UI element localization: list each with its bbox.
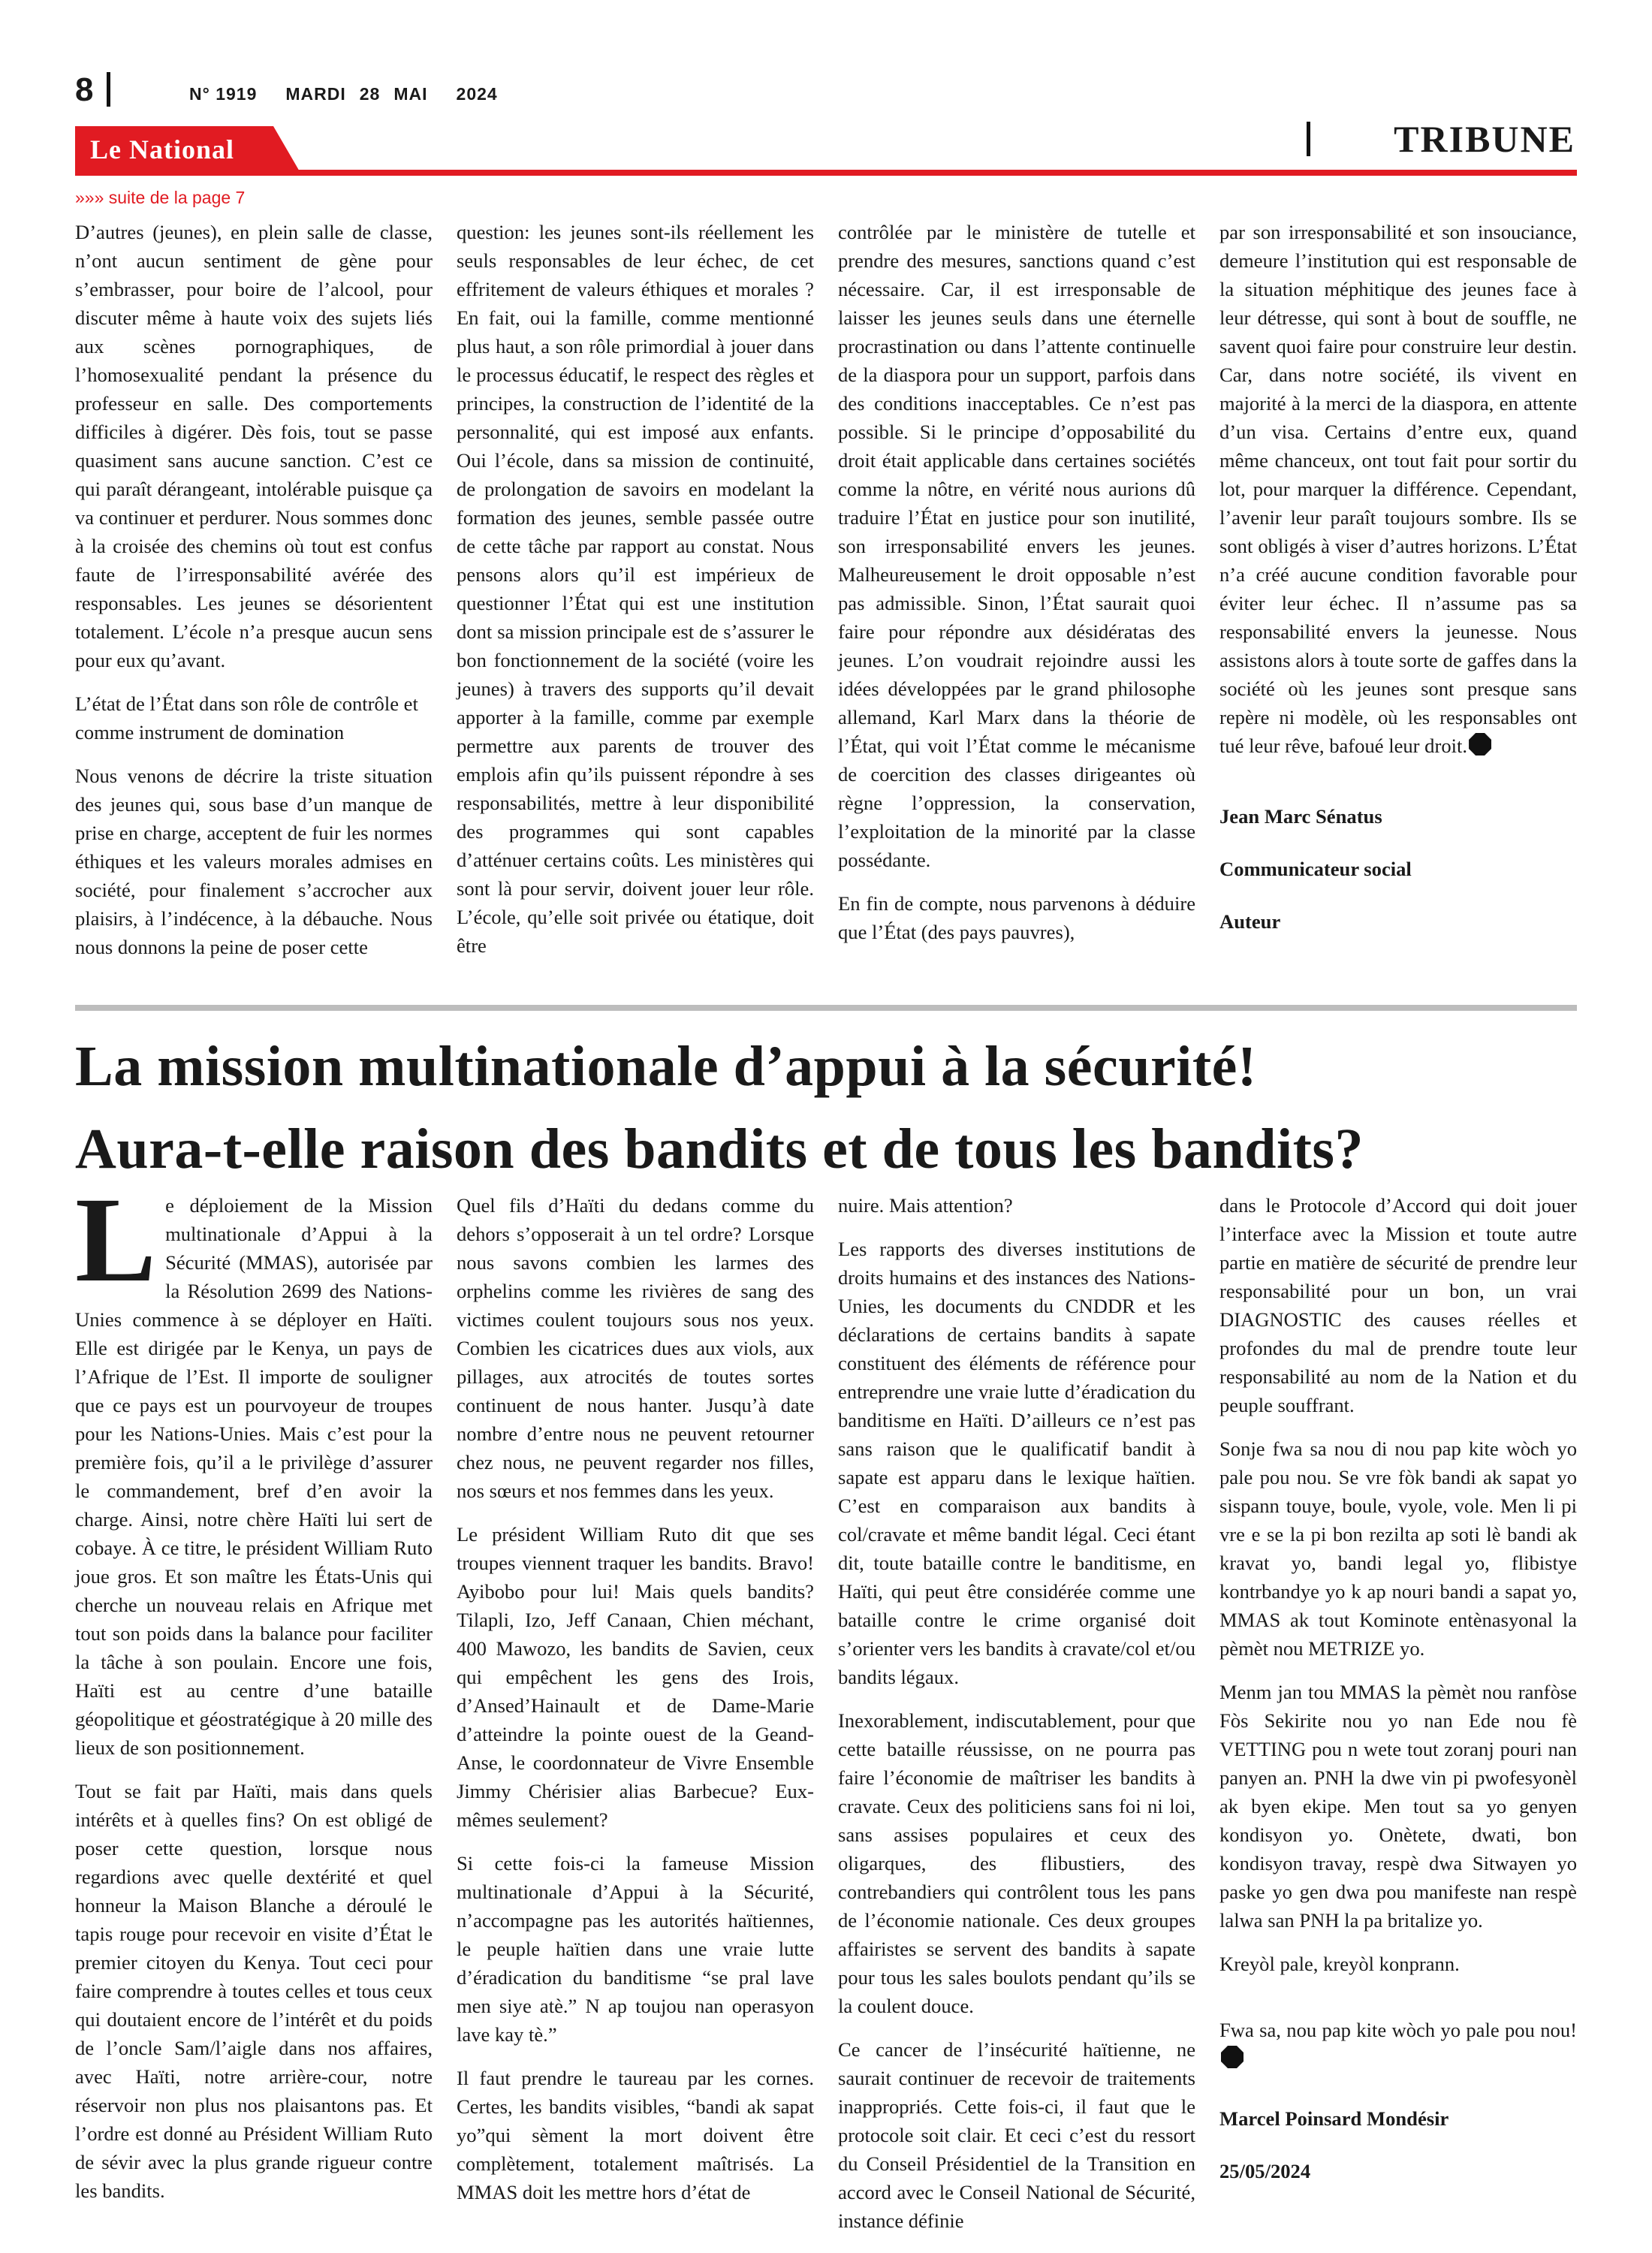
paragraph: Il faut prendre le taureau par les cornes. Certes, les bandits visibles, “bandi ak sapat yo”qui sèment la mort doivent être complètement, totalement maîtrisés. La MMAS doit les mettre hors d’état de [457,2067,814,2203]
author-role: Auteur [1219,910,1281,933]
issue-info [189,84,526,104]
section-divider [1307,122,1310,156]
author-name: Jean Marc Sénatus [1219,805,1382,828]
section-title: TRIBUNE [1394,118,1575,160]
issue-month: MAI [393,84,428,104]
article1-column-1 [75,218,433,976]
article1-column-4 [1219,218,1577,955]
page-number: 8 [75,71,94,108]
brand-logo-text: Le National [90,134,235,164]
author-name: Marcel Poinsard Mondésir [1219,2107,1449,2130]
paragraph: Nous venons de décrire la triste situation des jeunes qui, sous base d’un manque de prise en charge, acceptent de fuir les normes éthiques et les valeurs morales admises en société, pour finalement s’accrocher aux plaisirs, à l’indécence, à la débauche. Nous nous donnons la peine de poser cette [75,765,433,958]
paragraph: Si cette fois-ci la fameuse Mission multinationale d’Appui à la Sécurité, n’accompagne pas les autorités haïtiennes, le peuple haïtien dans une vraie lutte d’éradication du banditisme “se pral lave men siye atè.” N ap toujou nan operasyon lave kay tè.” [457,1852,814,2046]
issue-date-day: 28 [359,84,381,104]
article2-column-2 [457,1191,814,2221]
article2-column-4 [1219,1191,1577,2205]
headline-line-2: Aura-t-elle raison des bandits et de tous les bandits? [75,1117,1364,1181]
paragraph: Le président William Ruto dit que ses troupes viennent traquer les bandits. Bravo! Ayibobo pour lui! Mais quels bandits? Tilapli, Izo, Jeff Canaan, Chien méchant, 400 Mawozo, les bandits de Savien, ceux qui empêchent les gens des Irois, d’Ansed’Hainault et de Dame-Marie d’atteindre la pointe ouest de la Geand-Anse, le coordonnateur de Vivre Ensemble Jimmy Chérisier alias Barbecue? Eux-mêmes seulement? [457,1523,814,1831]
paragraph-text: e déploiement de la Mission multinationale d’Appui à la Sécurité (MMAS), autorisée par la Résolution 2699 des Nations-Unies commence à se déployer en Haïti. Elle est dirigée par le Kenya, un pays de l’Afrique de l’Est. Il importe de souligner que ce pays est un pourvoyeur de troupes pour les Nations-Unies. Mais c’est pour la première fois, qu’il a le privilège d’assurer le commandement, bref d’en avoir la charge. Ainsi, notre chère Haïti lui sert de cobaye. À ce titre, le président William Ruto joue gros. Et son maître les États-Unis qui cherche un nouveau relais en Afrique met tout son poids dans la balance pour faciliter la tâche à son poulain. Encore une fois, Haïti est au centre d’une bataille géopolitique et géostratégique à 20 mille des lieux de son positionnement. [75,1194,433,1759]
paragraph [75,1173,433,1762]
paragraph: Menm jan tou MMAS la pèmèt nou ranfòse Fòs Sekirite nou yo nan Ede nou fè VETTING pou n wete tout zoranj pouri nan panyen an. PNH la dwe vin pi pwofesyonèl ak byen ekipe. Men tout sa yo genyen kondisyon yo. Onètete, dwati, bon kondisyon travay, respè dwa Sitwayen yo paske yo gen dwa pou manifeste nan respè lalwa san PNH la pa britalize yo. [1219,1681,1577,1932]
article-separator [75,1005,1577,1011]
masthead-rule [75,170,1577,176]
article-date: 25/05/2024 [1219,2160,1311,2182]
paragraph [1219,218,1577,760]
article1-column-3 [838,218,1195,961]
article1-column-2 [457,218,814,975]
paragraph-text: par son irresponsabilité et son insouciance, demeure l’institution qui est responsable de la situation méphitique des jeunes face à leur détresse, qui sont à bout de souffle, ne savent quoi faire pour construire leur destin. Car, dans notre société, ils vivent en majorité à la merci de la diaspora, en attente d’un visa. Certains d’entre eux, quand même chanceux, ont tout fait pour sortir du lot, pour marquer la différence. Cependant, l’avenir leur paraît toujours sombre. Ils se sont obligés à viser d’autres horizons. L’État n’a créé aucune condition favorable pour éviter leur échec. Il n’assume pas sa responsabilité envers la jeunesse. Nous assistons alors à toute sorte de gaffes dans la société où les jeunes sont presque sans repère ni modèle, où les responsables ont tué leur rêve, bafoué leur droit. [1219,221,1577,757]
paragraph: En fin de compte, nous parvenons à déduire que l’État (des pays pauvres), [838,892,1195,943]
issue-number: N° 1919 [189,84,258,104]
end-of-article-icon [1221,2046,1244,2068]
paragraph: Kreyòl pale, kreyòl konprann. [1219,1953,1460,1975]
paragraph: nuire. Mais attention? [838,1194,1013,1217]
headline-line-1: La mission multinationale d’appui à la sécurité! [75,1035,1257,1098]
paragraph-text: Fwa sa, nou pap kite wòch yo pale pou nou! [1219,2019,1577,2041]
page-number-divider [107,72,110,107]
article2-column-1 [75,1173,433,2220]
paragraph: D’autres (jeunes), en plein salle de classe, n’ont aucun sentiment de gène pour s’embrasser, pour boire de l’alcool, pour discuter même à haute voix des sujets liés aux scènes pornographiques, de l’homosexualité pendant la présence du professeur en salle. Des comportements difficiles à digérer. Dès fois, tout se passe quasiment sans aucune sanction. C’est ce qui paraît dérangeant, intolérable puisque ça va continuer et perdurer. Nous sommes donc à la croisée des chemins où tout est confus faute de l’irresponsabilité avérée des responsables. Les jeunes se désorientent totalement. L’école n’a presque aucun sens pour eux qu’avant. [75,221,433,671]
paragraph: Quel fils d’Haïti du dedans comme du dehors s’opposerait à un tel ordre? Lorsque nous savons combien les larmes des orphelins comme les rivières de sang des victimes coulent toujours sous nos yeux. Combien les cicatrices dues aux viols, aux pillages, aux atrocités de toutes sortes continuent de nous hanter. Jusqu’à date nombre d’entre nous ne peuvent retourner chez nous, ne peuvent regarder nos filles, nos sœurs et nos femmes dans les yeux. [457,1194,814,1502]
paragraph: Ce cancer de l’insécurité haïtienne, ne saurait continuer de recevoir de traitements inappropriés. Cette fois-ci, il faut que le protocole soit clair. Et ceci c’est du ressort du Conseil Présidentiel de la Transition en accord avec le Conseil National de Sécurité, instance définie [838,2038,1195,2232]
paragraph: Les rapports des diverses institutions de droits humains et des instances des Nations-Unies, les documents du CNDDR et les déclarations de certains bandits à sapate constituent des éléments de référence pour entreprendre une vraie lutte d’éradication du banditisme en Haïti. D’ailleurs ce n’est pas sans raison que le qualificatif bandit à sapate est apparu dans le lexique haïtien. C’est en comparaison aux bandits à col/cravate et même bandit légal. Ceci étant dit, toute bataille contre le banditisme, en Haïti, qui peut être considérée comme une bataille contre le crime organisé doit s’orienter vers les bandits à cravate/col et/ou bandits légaux. [838,1238,1195,1688]
paragraph: question: les jeunes sont-ils réellement les seuls responsables de leur échec, de cet effritement de valeurs éthiques et morales ? En fait, oui la famille, comme mentionné plus haut, a son rôle primordial à jouer dans le processus éducatif, le respect des règles et principes, la construction de l’identité de la personnalité, qui est imposé aux enfants. Oui l’école, dans sa mission de continuité, de prolongation de savoirs en modelant la formation des jeunes, semble passée outre de cette tâche par rapport au constat. Nous pensons alors qu’il est impérieux de questionner l’État qui est une institution dont sa mission principale est de s’assurer le bon fonctionnement de la société (voire les jeunes) à travers des supports qu’il devait apporter à la famille, comme par exemple permettre aux parents de trouver des emplois afin qu’ils puissent répondre à ses responsabilités, mettre à leur disponibilité des programmes qui sont capables d’atténuer certains coûts. Les ministères qui sont là pour servir, doivent jouer leur rôle. L’école, qu’elle soit privée ou étatique, doit être [457,221,814,957]
drop-cap: L [75,1173,157,1307]
paragraph: Sonje fwa sa nou di nou pap kite wòch yo pale pou nou. Se vre fòk bandi ak sapat yo sispann touye, boule, vyole, vole. Men li pi vre e se la pi bon rezilta ap soti lè bandi ak kravat yo, bandi legal yo, flibistye kontrbandye yo k ap nouri bandi a sapat yo, MMAS ak tout Kominote entènasyonal la pèmèt nou METRIZE yo. [1219,1437,1577,1660]
article2-column-3 [838,1191,1195,2250]
issue-day: MARDI [285,84,346,104]
author-title: Communicateur social [1219,858,1412,880]
continued-from-label: »»» suite de la page 7 [75,188,246,207]
paragraph: Tout se fait par Haïti, mais dans quels intérêts et à quelles fins? On est obligé de poser cette question, lorsque nous regardions avec quelle dextérité et quel honneur la Maison Blanche a déroulé le tapis rouge pour recevoir en visite d’État le premier citoyen du Kenya. Tout ceci pour faire comprendre à toutes celles et tous ceux qui doutaient encore de l’intérêt et du poids de l’oncle Sam/l’aigle dans nos affaires, avec Haïti, notre arrière-cour, notre réservoir non plus nos plaisantons pas. Et l’ordre est donné au Président William Ruto de sévir avec la plus grande rigueur contre les bandits. [75,1780,433,2202]
end-of-article-icon [1469,733,1491,756]
paragraph: dans le Protocole d’Accord qui doit jouer l’interface avec la Mission et toute autre partie en matière de sécurité de prendre leur responsabilité pour un bon, un vrai DIAGNOSTIC des causes réelles et profondes du mal de prendre toute leur responsabilité au nom de la Nation et du peuple souffrant. [1219,1194,1577,1416]
paragraph: Inexorablement, indiscutablement, pour que cette bataille réussisse, on ne pourra pas faire l’économie de maîtriser les bandits à cravate. Ceux des politiciens sans foi ni loi, sans assises populaires et ceux des oligarques, des flibustiers, des contrebandiers qui contrôlent tous les pans de l’économie nationale. Ces deux groupes affairistes se servent des bandits à sapate pour tous les sales boulots pendant qu’ils se la coulent douce. [838,1709,1195,2017]
subheading: L’état de l’État dans son rôle de contrôle et comme instrument de domination [75,692,418,743]
paragraph [1219,2016,1577,2073]
issue-year: 2024 [456,84,498,104]
paragraph: contrôlée par le ministère de tutelle et prendre des mesures, sanctions quand c’est nécessaire. Car, il est irresponsable de laisser les jeunes seuls dans une éternelle procrastination ou dans l’attente continuelle de la diaspora pour un support, parfois dans des conditions inacceptables. Ce n’est pas possible. Si le principe d’opposabilité du droit était applicable dans certaines sociétés comme la nôtre, en vérité nous aurions dû traduire l’État en justice pour son inutilité, son irresponsabilité envers les jeunes. Malheureusement le droit opposable n’est pas admissible. Sinon, l’État saurait quoi faire pour répondre aux désidératas des jeunes. L’on voudrait rejoindre aussi les idées développées par le grand philosophe allemand, Karl Marx dans la théorie de l’État, qui voit l’État comme le mécanisme de coercition des classes dirigeantes où règne l’oppression, la conservation, l’exploitation de la minorité par la classe possédante. [838,221,1195,871]
